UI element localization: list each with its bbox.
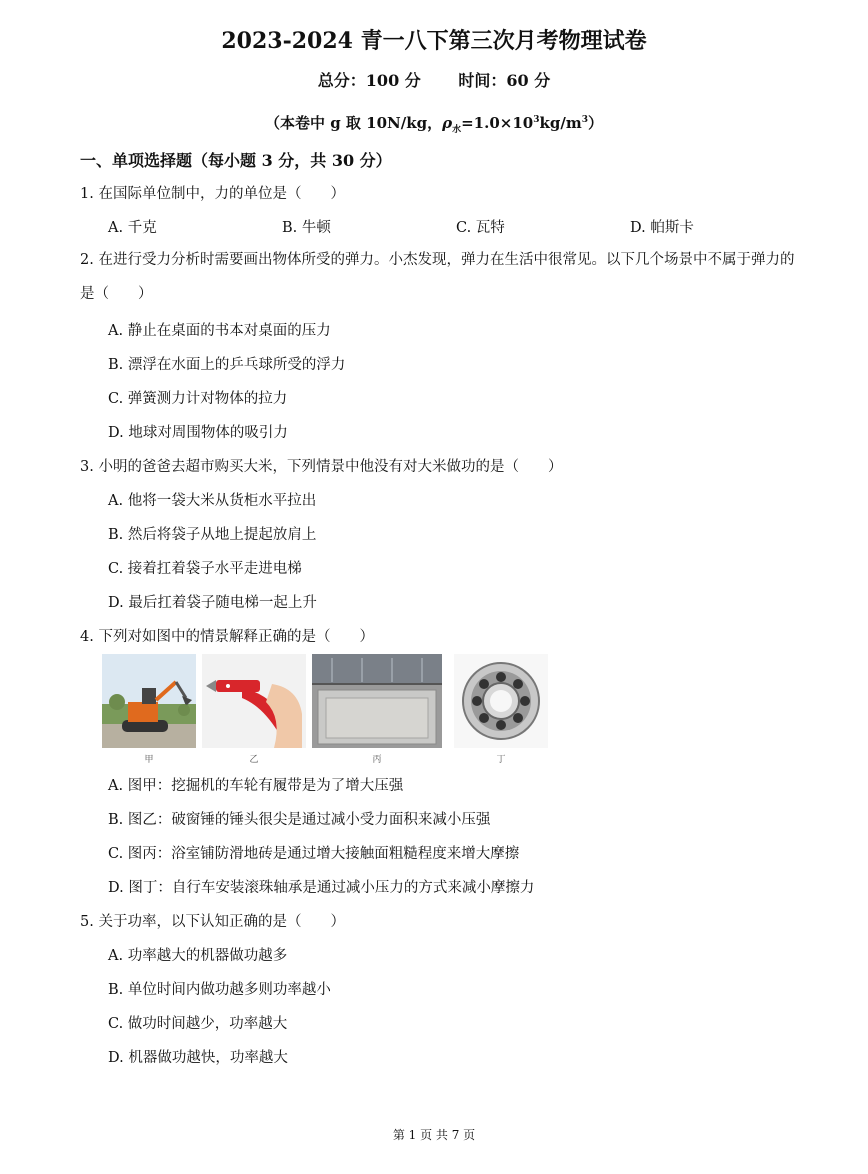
floor-tile-image [312, 654, 442, 748]
question-2-stem: 2. 在进行受力分析时需要画出物体所受的弹力。小杰发现，弹力在生活中很常见。以下几个场景中不属于弹力的是（ ） [80, 252, 795, 302]
excavator-illustration [102, 654, 196, 748]
anti-slip-tile-illustration [312, 654, 442, 748]
q1-option-a[interactable]: A. 千克 [108, 220, 157, 236]
q5-option-d[interactable]: D. 机器做功越快，功率越大 [108, 1050, 288, 1066]
exam-title: 2023-2024 青一八下第三次月考物理试卷 [221, 28, 647, 54]
question-4-stem: 4. 下列对如图中的情景解释正确的是（ ） [80, 629, 374, 645]
excavator-image [102, 654, 196, 748]
q1-option-c[interactable]: C. 瓦特 [456, 220, 505, 236]
q5-option-c[interactable]: C. 做功时间越少，功率越大 [108, 1016, 288, 1032]
caption-yi: 乙 [249, 755, 259, 765]
q5-option-b[interactable]: B. 单位时间内做功越多则功率越小 [108, 982, 331, 998]
ball-bearing-illustration [454, 654, 548, 748]
constants-prefix: （本卷中 g 取 10N/kg， [265, 114, 443, 132]
constants-end: ） [587, 114, 603, 132]
q2-option-d[interactable]: D. 地球对周围物体的吸引力 [108, 425, 288, 441]
constants-sup: 3 [533, 115, 540, 125]
constants-mid: =1.0×10 [461, 114, 534, 132]
q4-option-d[interactable]: D. 图丁：自行车安装滚珠轴承是通过减小压力的方式来减小摩擦力 [108, 880, 535, 896]
rho-symbol [442, 114, 462, 135]
hammer-image [202, 654, 306, 748]
rho-subscript: 水 [452, 125, 462, 135]
question-3-stem: 3. 小明的爸爸去超市购买大米，下列情景中他没有对大米做功的是（ ） [80, 459, 563, 475]
total-score: 总分：100 分 [317, 71, 421, 90]
constants-sup2: 3 [581, 115, 588, 125]
page-number: 第 1 页 共 7 页 [392, 1128, 476, 1142]
q2-option-b[interactable]: B. 漂浮在水面上的乒乓球所受的浮力 [108, 357, 346, 373]
rho-letter: ρ [442, 114, 453, 132]
caption-jia: 甲 [144, 755, 154, 765]
q3-option-b[interactable]: B. 然后将袋子从地上提起放肩上 [108, 527, 317, 543]
q5-option-a[interactable]: A. 功率越大的机器做功越多 [108, 948, 288, 964]
q3-option-a[interactable]: A. 他将一袋大米从货柜水平拉出 [108, 493, 317, 509]
caption-bing: 丙 [372, 755, 382, 765]
q4-option-a[interactable]: A. 图甲：挖掘机的车轮有履带是为了增大压强 [108, 778, 404, 794]
question-1-stem: 1. 在国际单位制中，力的单位是（ ） [80, 186, 345, 202]
q3-option-d[interactable]: D. 最后扛着袋子随电梯一起上升 [108, 595, 317, 611]
q4-option-c[interactable]: C. 图丙：浴室铺防滑地砖是通过增大接触面粗糙程度来增大摩擦 [108, 846, 520, 862]
bearing-image [454, 654, 548, 748]
constants-note [0, 112, 868, 135]
question-5-stem: 5. 关于功率，以下认知正确的是（ ） [80, 914, 345, 930]
caption-ding: 丁 [496, 755, 506, 765]
q2-option-a[interactable]: A. 静止在桌面的书本对桌面的压力 [108, 323, 331, 339]
q1-option-b[interactable]: B. 牛顿 [282, 220, 331, 236]
q2-option-c[interactable]: C. 弹簧测力计对物体的拉力 [108, 391, 288, 407]
q3-option-c[interactable]: C. 接着扛着袋子水平走进电梯 [108, 561, 302, 577]
q4-option-b[interactable]: B. 图乙：破窗锤的锤头很尖是通过减小受力面积来减小压强 [108, 812, 491, 828]
exam-time: 时间：60 分 [458, 71, 551, 90]
exam-meta [0, 68, 868, 91]
question-1-options [108, 216, 804, 237]
q1-option-d[interactable]: D. 帕斯卡 [630, 220, 694, 236]
constants-suffix: kg/m [539, 114, 582, 132]
section-heading: 一、单项选择题（每小题 3 分，共 30 分） [80, 151, 392, 170]
safety-hammer-illustration [202, 654, 306, 748]
